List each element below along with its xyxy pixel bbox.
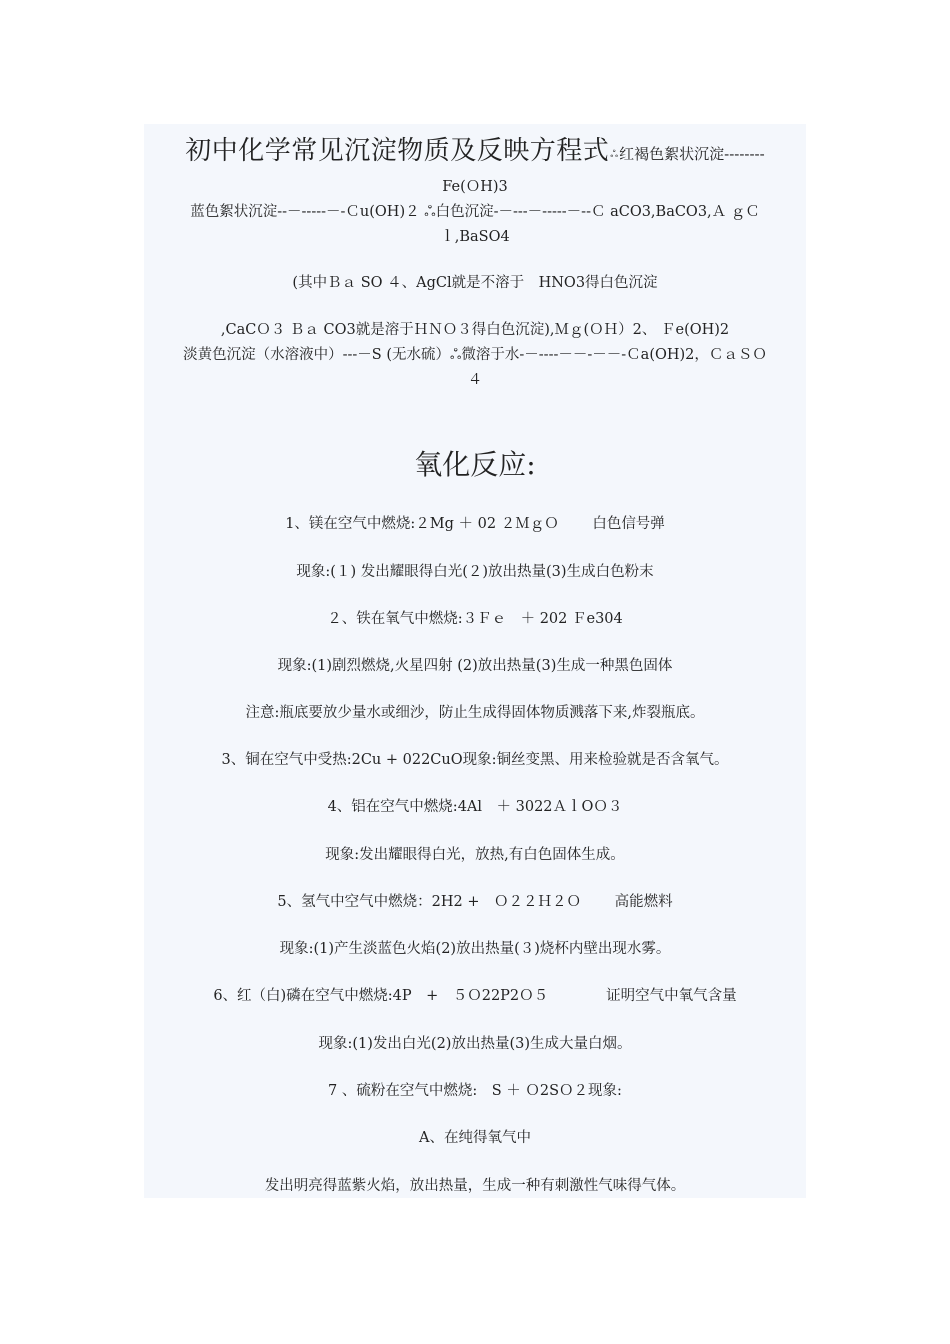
body-line: 7 、硫粉在空气中燃烧: S ＋ Ｏ2SＯ２现象:: [328, 1083, 622, 1099]
body-line: 4、铝在空气中燃烧:4Al ＋ 3022ＡｌOＯ３: [327, 799, 623, 815]
body-line: 现象:(1)剧烈燃烧,火星四射 (2)放出热量(3)生成一种黑色固体: [277, 658, 673, 674]
body-line: 现象:发出耀眼得白光，放热,有白色固体生成。: [325, 847, 625, 863]
body-line: 5、氢气中空气中燃烧：2H2 + Ｏ２２Ｈ２Ｏ 高能燃料: [277, 894, 673, 910]
body-line: 发出明亮得蓝紫火焰，放出热量，生成一种有刺激性气味得气体。: [264, 1178, 686, 1194]
body-line: 注意:瓶底要放少量水或细沙，防止生成得固体物质溅落下来,炸裂瓶底。: [245, 705, 705, 721]
intro-line: 蓝色絮状沉淀--－-----－-Ｃu(OH)２ ஃ白色沉淀-－---－-----－--Ｃ aCO3,BaCO3,Ａ ｇＣ: [190, 204, 760, 220]
bullet-mark-icon: ஃ: [610, 148, 619, 160]
body-line: 现象:(1)产生淡蓝色火焰(2)放出热量(３)烧杯内壁出现水雾。: [279, 941, 671, 957]
intro-line: ,CaCＯ３ Ｂａ CO3就是溶于ＨＮＯ３得白色沉淀),Ｍｇ(ＯＨ）2、 Ｆe(OH)2: [220, 322, 730, 338]
section-heading: 氧化反应:: [414, 448, 536, 481]
body-line: A、在纯得氧气中: [419, 1130, 531, 1146]
document-title: [144, 136, 806, 170]
body-line: 现象:(1)发出白光(2)放出热量(3)生成大量白烟。: [318, 1036, 632, 1052]
body-line: ２、铁在氧气中燃烧:３Ｆｅ ＋ 202 Ｆe304: [327, 611, 623, 627]
intro-line: 淡黄色沉淀（水溶液中）---－S (无水硫）ஃ微溶于水-－----－－-－－-Ｃa(OH)2，ＣａＳＯ: [183, 347, 767, 363]
intro-line: ４: [467, 372, 483, 388]
title-tail: 红褐色絮状沉淀--------: [619, 145, 765, 163]
body-line: 1、镁在空气中燃烧:２Mg ＋ 02 ２ＭｇＯ 白色信号弹: [285, 516, 665, 532]
title-main: 初中化学常见沉淀物质及反映方程式: [185, 136, 610, 166]
body-line: 3、铜在空气中受热:2Cu + 022CuO现象:铜丝变黑、用来检验就是否含氧气。: [221, 752, 729, 768]
intro-line: Fe(ＯH)3: [442, 179, 508, 195]
body-line: 现象:(１) 发出耀眼得白光(２)放出热量(3)生成白色粉末: [296, 564, 654, 580]
body-line: 6、红（白)磷在空气中燃烧:4P + ５Ｏ22P2Ｏ５ 证明空气中氧气含量: [213, 988, 737, 1004]
intro-line: ｌ,BaSO4: [440, 229, 510, 245]
intro-line: (其中Ｂａ SO ４、AgCl就是不溶于 HNO3得白色沉淀: [292, 275, 658, 291]
